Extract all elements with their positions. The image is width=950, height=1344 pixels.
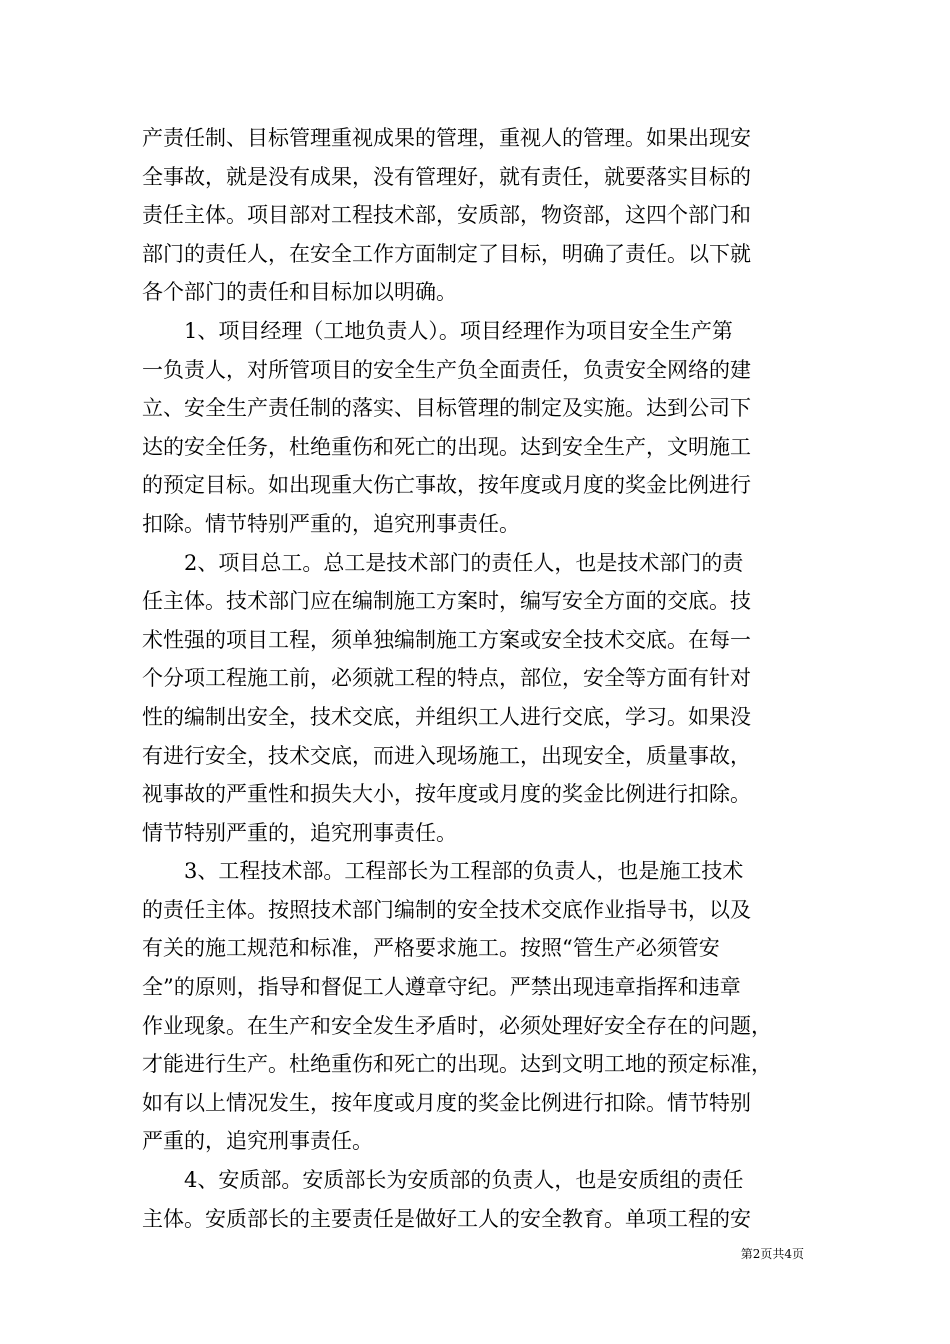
text-line: 的预定目标。如出现重大伤亡事故，按年度或月度的奖金比例进行 xyxy=(142,473,751,498)
text-line: 扣除。情节特别严重的，追究刑事责任。 xyxy=(142,511,520,536)
text-line: 有进行安全，技术交底，而进入现场施工，出现安全，质量事故， xyxy=(142,743,751,768)
text-line: 视事故的严重性和损失大小，按年度或月度的奖金比例进行扣除。 xyxy=(142,782,751,807)
text-line: 1、项目经理（工地负责人）。项目经理作为项目安全生产第 xyxy=(184,318,733,343)
text-line: 才能进行生产。杜绝重伤和死亡的出现。达到文明工地的预定标准， xyxy=(142,1052,772,1077)
text-line: 各个部门的责任和目标加以明确。 xyxy=(142,280,457,305)
text-line: 全”的原则，指导和督促工人遵章守纪。严禁出现违章指挥和违章 xyxy=(142,975,741,1000)
text-line: 术性强的项目工程，须单独编制施工方案或安全技术交底。在每一 xyxy=(142,627,751,652)
text-line: 作业现象。在生产和安全发生矛盾时，必须处理好安全存在的问题， xyxy=(142,1013,772,1038)
text-line: 2、项目总工。总工是技术部门的责任人，也是技术部门的责 xyxy=(184,550,744,575)
text-line: 4、安质部。安质部长为安质部的负责人，也是安质组的责任 xyxy=(184,1168,744,1193)
body-text xyxy=(142,119,810,1238)
paragraph xyxy=(142,119,810,312)
text-line: 性的编制出安全，技术交底，并组织工人进行交底，学习。如果没 xyxy=(142,704,751,729)
paragraph xyxy=(142,312,810,544)
text-line: 部门的责任人，在安全工作方面制定了目标，明确了责任。以下就 xyxy=(142,241,751,266)
text-line: 个分项工程施工前，必须就工程的特点，部位，安全等方面有针对 xyxy=(142,666,751,691)
text-line: 责任主体。项目部对工程技术部，安质部，物资部，这四个部门和 xyxy=(142,203,751,228)
text-line: 立、安全生产责任制的落实、目标管理的制定及实施。达到公司下 xyxy=(142,396,751,421)
text-line: 达的安全任务，杜绝重伤和死亡的出现。达到安全生产，文明施工 xyxy=(142,434,751,459)
text-line: 的责任主体。按照技术部门编制的安全技术交底作业指导书，以及 xyxy=(142,897,751,922)
text-line: 全事故，就是没有成果，没有管理好，就有责任，就要落实目标的 xyxy=(142,164,751,189)
text-line: 情节特别严重的，追究刑事责任。 xyxy=(142,820,457,845)
paragraph xyxy=(142,852,810,1161)
paragraph xyxy=(142,544,810,853)
text-line: 产责任制、目标管理重视成果的管理，重视人的管理。如果出现安 xyxy=(142,126,751,150)
text-line: 如有以上情况发生，按年度或月度的奖金比例进行扣除。情节特别 xyxy=(142,1090,751,1115)
page-footer: 第2页共4页 xyxy=(740,1247,804,1261)
text-line: 严重的，追究刑事责任。 xyxy=(142,1129,373,1154)
paragraph xyxy=(142,1161,810,1238)
text-line: 一负责人，对所管项目的安全生产负全面责任，负责安全网络的建 xyxy=(142,357,751,382)
text-line: 3、工程技术部。工程部长为工程部的负责人，也是施工技术 xyxy=(184,859,744,884)
text-line: 任主体。技术部门应在编制施工方案时，编写安全方面的交底。技 xyxy=(142,589,751,614)
text-line: 有关的施工规范和标准，严格要求施工。按照“管生产必须管安 xyxy=(142,936,720,961)
text-line: 主体。安质部长的主要责任是做好工人的安全教育。单项工程的安 xyxy=(142,1206,751,1231)
